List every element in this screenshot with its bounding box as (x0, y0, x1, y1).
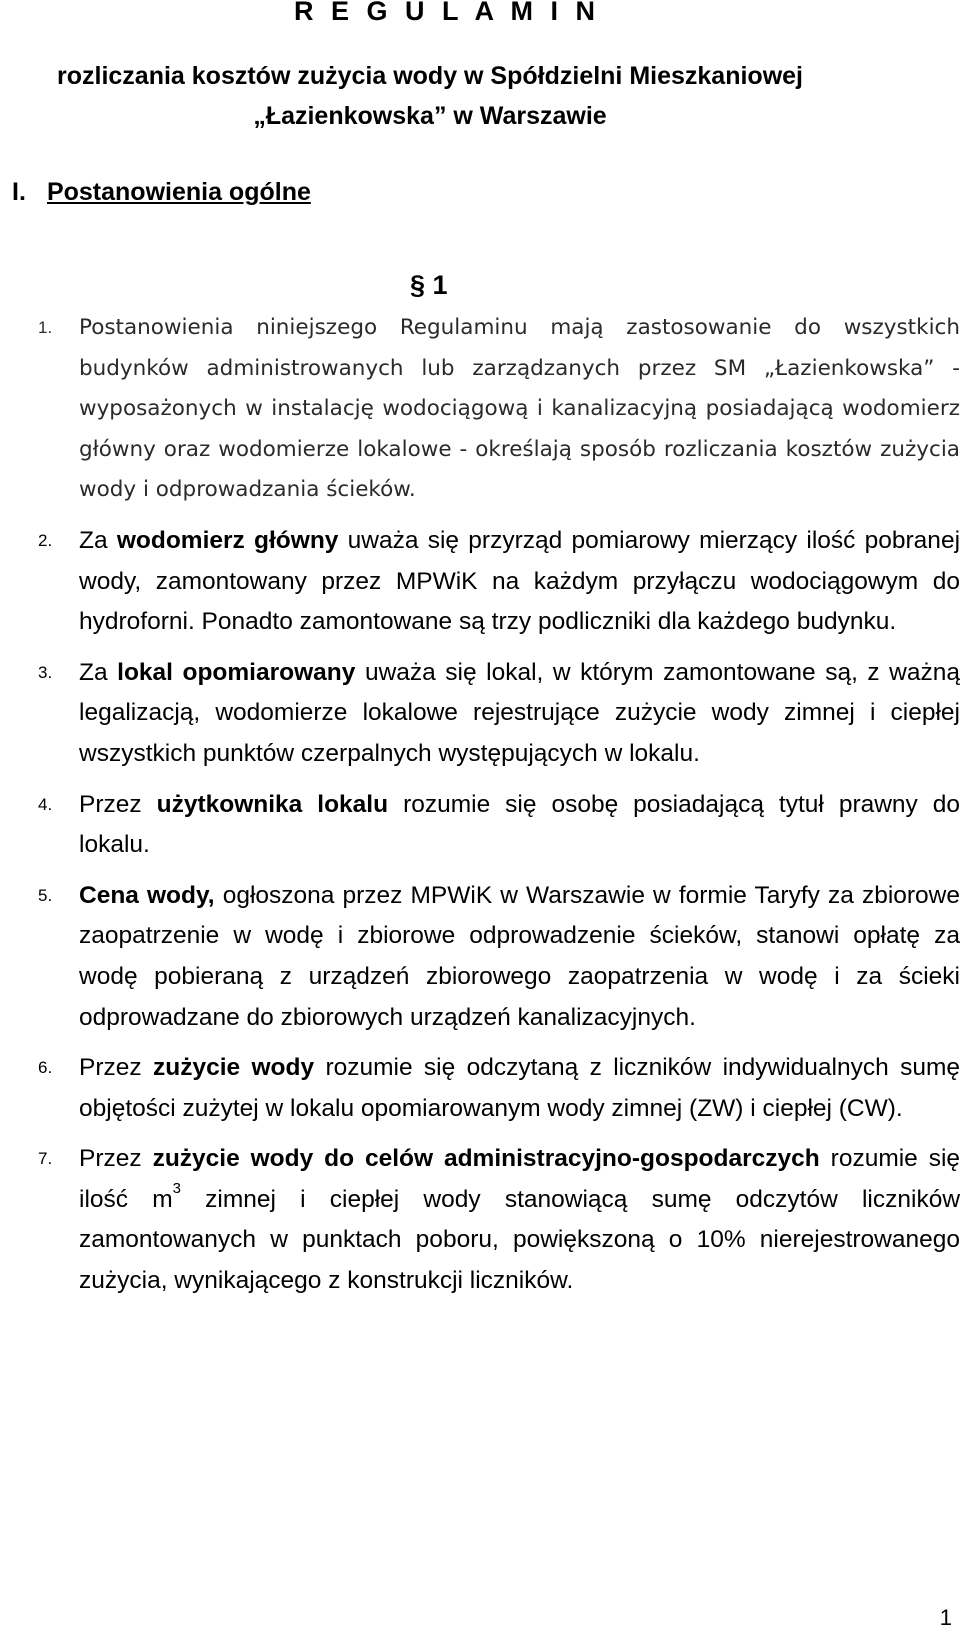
provision-number: 2. (38, 530, 53, 550)
section-heading (12, 178, 311, 207)
provision-number: 4. (38, 794, 53, 814)
provision-text-pre: Przez (79, 1054, 142, 1082)
provision-number: 3. (38, 662, 53, 682)
provision-term: wodomierz główny (116, 526, 339, 554)
provision-number: 7. (38, 1149, 53, 1169)
provision-term: Cena wody, (79, 881, 215, 909)
provision-text-post: uważa się przyrząd pomiarowy mierzący ilość pobranej wody, zamontowany przez MPWiK na każdym przyłączu wodociągowym do hydroforni. Ponadto zamontowane są trzy podliczniki dla każdego budynku. (79, 526, 960, 636)
provision-text-pre: Przez (79, 1145, 142, 1173)
paragraph-mark: § 1 (410, 270, 448, 300)
document-title: R E G U L A M I N (294, 0, 601, 26)
provision-term: lokal opomiarowany (117, 658, 356, 686)
provision-item (0, 308, 960, 511)
provision-item (0, 521, 960, 643)
provision-item (0, 653, 960, 775)
provision-text-post-continued: zimnej i ciepłej wody stanowiącą sumę odczytów liczników zamontowanych w punktach poboru, powiększoną o 10% nierejestrowanego zużycia, wynikającego z konstrukcji liczników. (79, 1185, 960, 1295)
section-number: I. (12, 178, 26, 206)
provision-number: 1. (38, 318, 53, 337)
provision-term: zużycie wody (152, 1054, 315, 1082)
page-number: 1 (939, 1605, 952, 1630)
provision-number: 5. (38, 885, 53, 905)
provision-text-post: uważa się lokal, w którym zamontowane są, z ważną legalizacją, wodomierze lokalowe rejestrujące zużycie wody zimnej i ciepłej wszystkich punktów czerpalnych występujących w lokalu. (79, 658, 960, 767)
provision-text-pre: Za (79, 526, 108, 554)
document-subtitle (40, 56, 820, 136)
provision-text-post: rozumie się ilość m (79, 1145, 960, 1213)
provision-text-post: rozumie się odczytaną z liczników indywidualnych sumę objętości zużytej w lokalu opomiarowanym wody zimnej (ZW) i ciepłej (CW). (79, 1054, 960, 1122)
provision-item (0, 1048, 960, 1129)
subtitle-line-1: rozliczania kosztów zużycia wody w Spółdzielni Mieszkaniowej (57, 62, 803, 90)
section-title: Postanowienia ogólne (46, 178, 311, 206)
subtitle-line-2: „Łazienkowska” w Warszawie (253, 102, 607, 130)
provisions-list (0, 308, 960, 1302)
provision-text-pre: Za (79, 658, 108, 686)
provision-item (0, 876, 960, 1038)
provision-text-post: rozumie się osobę posiadającą tytuł prawny do lokalu. (79, 790, 960, 859)
provision-item (0, 1139, 960, 1301)
provision-text-pre: Przez (79, 790, 142, 818)
provision-number: 6. (38, 1058, 53, 1078)
superscript-exponent: 3 (172, 1179, 181, 1197)
provision-term: zużycie wody do celów administracyjno-gospodarczych (152, 1145, 820, 1173)
provision-term: użytkownika lokalu (156, 790, 389, 818)
provision-text: Postanowienia niniejszego Regulaminu mają zastosowanie do wszystkich budynków administrowanych lub zarządzanych przez SM „Łazienkowska” - wyposażonych w instalację wodociągową i kanalizacyjną posiadającą wodomierz główny oraz wodomierze lokalowe - określają sposób rozliczania kosztów zużycia wody i odprowadzania ścieków. (79, 315, 960, 503)
provision-item (0, 785, 960, 866)
provision-text-post: ogłoszona przez MPWiK w Warszawie w formie Taryfy za zbiorowe zaopatrzenie w wodę i zbiorowe odprowadzenie ścieków, stanowi opłatę za wodę pobieraną z urządzeń zbiorowego zaopatrzenia w wodę i za ścieki odprowadzane do zbiorowych urządzeń kanalizacyjnych. (79, 881, 960, 1031)
